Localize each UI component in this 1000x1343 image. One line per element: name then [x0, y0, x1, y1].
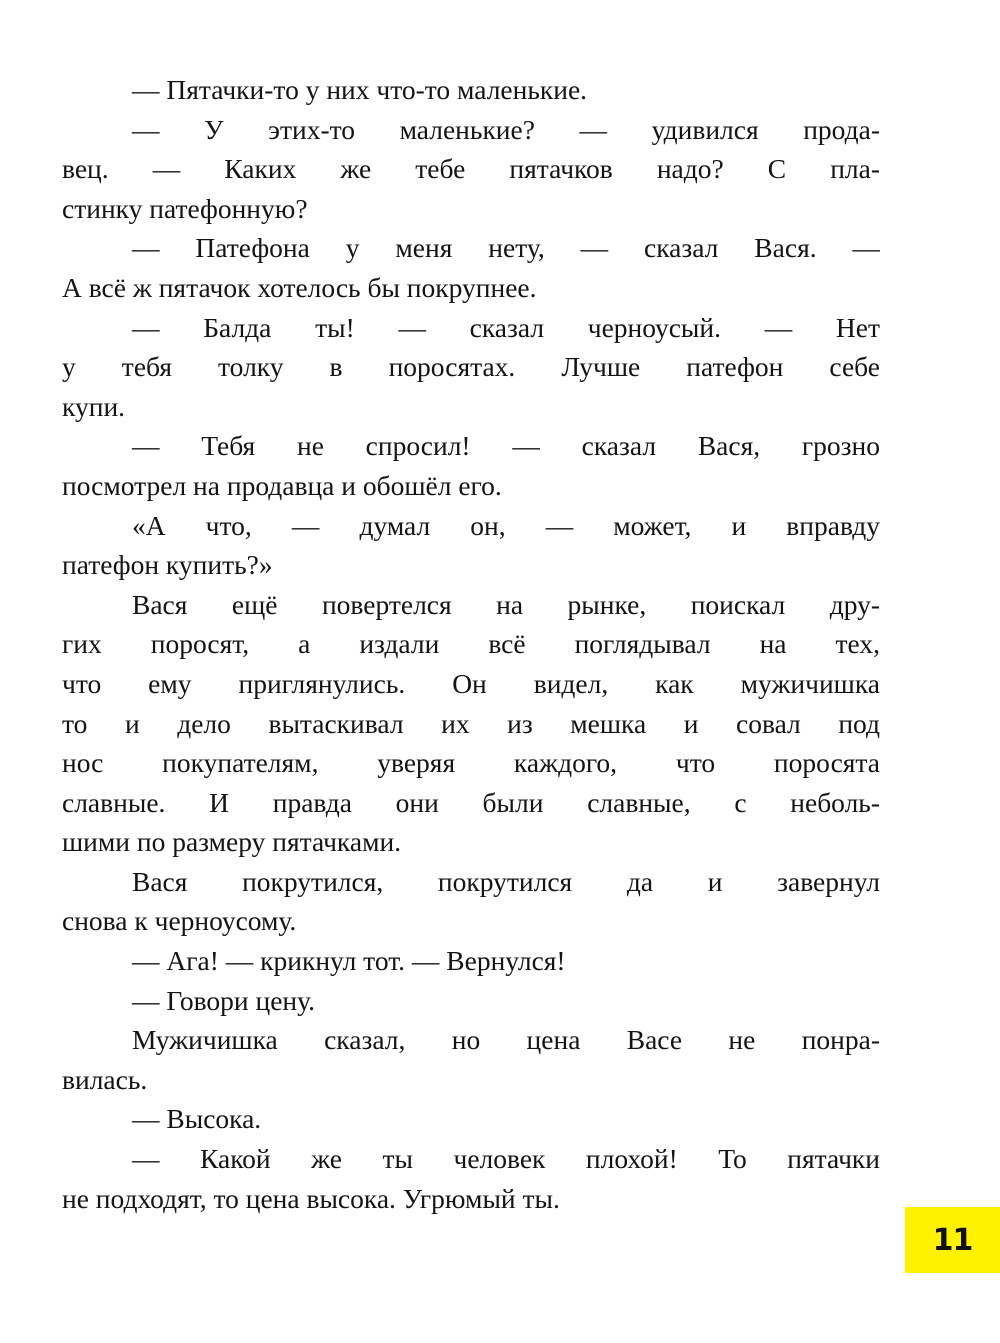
text-line: патефон купить?»	[62, 549, 273, 581]
text-line: Вася ещё повертелся на рынке, поискал дру-	[132, 588, 880, 620]
text-line: стинку патефонную?	[62, 192, 308, 224]
text-line: — Какой же ты человек плохой! То пятачки	[132, 1143, 880, 1175]
text-line: гих поросят, а издали всё поглядывал на тех,	[62, 628, 880, 660]
text-line: Мужичишка сказал, но цена Васе не понра-	[132, 1024, 880, 1056]
text-line: — Тебя не спросил! — сказал Вася, грозно	[132, 430, 880, 462]
text-line: А всё ж пятачок хотелось бы покрупнее.	[62, 271, 537, 303]
text-line: — Патефона у меня нету, — сказал Вася. —	[132, 232, 880, 264]
text-line: — Высока.	[132, 1103, 262, 1135]
text-line: что ему приглянулись. Он видел, как мужичишка	[62, 667, 880, 699]
text-line: у тебя толку в поросятах. Лучше патефон себе	[62, 351, 880, 383]
story-text	[62, 70, 880, 1218]
text-line: — Говори цену.	[132, 984, 316, 1016]
text-line: славные. И правда они были славные, с неболь-	[62, 786, 880, 818]
text-line: купи.	[62, 390, 126, 422]
text-line: снова к черноусому.	[62, 905, 297, 937]
text-line: — У этих-то маленькие? — удивился прода-	[132, 113, 880, 145]
text-line: — Ага! — крикнул тот. — Вернулся!	[132, 945, 566, 977]
text-line: — Балда ты! — сказал черноусый. — Нет	[132, 311, 880, 343]
text-line: нос покупателям, уверяя каждого, что поросята	[62, 747, 880, 779]
text-line: Вася покрутился, покрутился да и завернул	[132, 865, 880, 897]
text-line: посмотрел на продавца и обошёл его.	[62, 469, 502, 501]
page-number: 11	[932, 1222, 973, 1258]
text-line: вилась.	[62, 1063, 148, 1095]
page-number-badge	[905, 1207, 1000, 1273]
text-line: вец. — Каких же тебе пятачков надо? С пла-	[62, 153, 880, 185]
text-line: — Пятачки-то у них что-то маленькие.	[132, 74, 588, 105]
text-line: шими по размеру пятачками.	[62, 826, 402, 858]
text-line: «А что, — думал он, — может, и вправду	[132, 509, 880, 541]
text-line: то и дело вытаскивал их из мешка и совал под	[62, 707, 880, 739]
text-line: не подходят, то цена высока. Угрюмый ты.	[62, 1182, 560, 1214]
